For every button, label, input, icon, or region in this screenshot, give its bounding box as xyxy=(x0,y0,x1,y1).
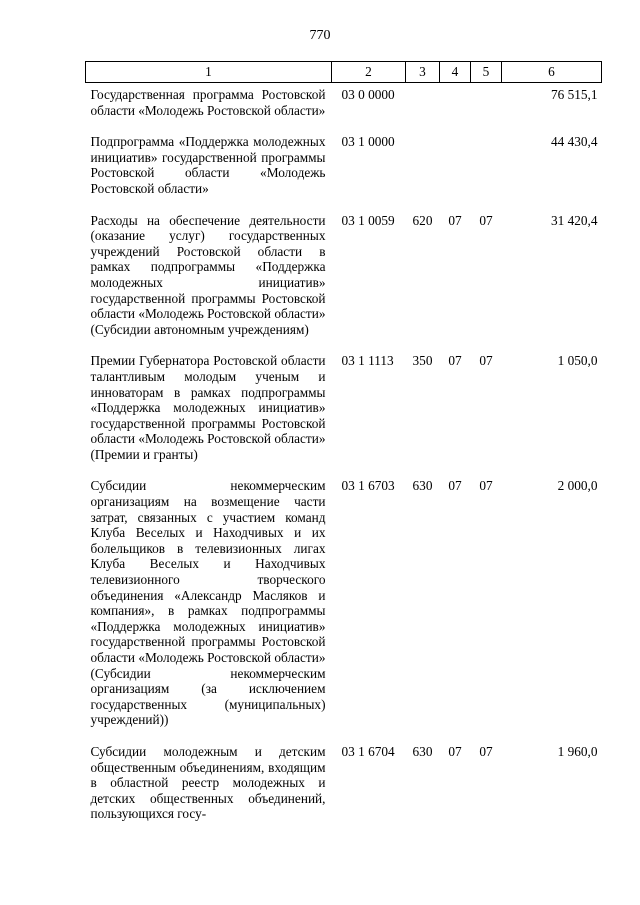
row-code: 03 1 6703 xyxy=(341,478,395,494)
row-amount: 76 515,1 xyxy=(550,87,598,102)
row-amount: 1 960,0 xyxy=(557,743,598,759)
row-description: Субсидии молодежным и детским общественным объединениям, входящим в областной реестр молодежных и детских общественных объединений, пользующихся госу- xyxy=(90,743,326,822)
row-amount: 31 420,4 xyxy=(550,212,598,228)
row-col4 xyxy=(440,83,471,131)
column-header-3: 3 xyxy=(406,62,440,83)
row-col5: 07 xyxy=(479,212,493,228)
row-code: 03 1 1113 xyxy=(341,353,394,369)
row-col3: 630 xyxy=(412,743,433,759)
header-row xyxy=(86,62,602,83)
row-code: 03 0 0000 xyxy=(341,87,395,102)
column-header-4: 4 xyxy=(440,62,471,83)
table-row xyxy=(86,349,602,474)
row-description: Премии Губернатора Ростовской области талантливым молодым ученым и инноваторам в рамках подпрограммы «Поддержка молодежных инициатив» государственной программы Ростовской области «Молодежь Ростовской области» (Премии и гранты) xyxy=(90,353,326,462)
row-col5: 07 xyxy=(479,353,493,369)
row-col4: 07 xyxy=(448,353,462,369)
row-col5: 07 xyxy=(479,478,493,494)
row-col3: 620 xyxy=(412,212,433,228)
row-col3 xyxy=(406,83,440,131)
table-row xyxy=(86,740,602,834)
row-col5 xyxy=(471,130,502,208)
table-row xyxy=(86,209,602,350)
page-number: 770 xyxy=(309,28,331,43)
table-row xyxy=(86,83,602,131)
column-header-1: 1 xyxy=(86,62,332,83)
budget-table xyxy=(85,61,602,834)
row-description: Государственная программа Ростовской области «Молодежь Ростовской области» xyxy=(90,87,326,118)
row-col5 xyxy=(471,83,502,131)
table-row xyxy=(86,474,602,740)
row-code: 03 1 0000 xyxy=(341,134,395,150)
table-row xyxy=(86,130,602,208)
row-description: Расходы на обеспечение деятельности (оказание услуг) государственных учреждений Ростовской области в рамках подпрограммы «Поддержка молодежных инициатив» государственной программы Ростовской области «Молодежь Ростовской области» (Субсидии автономным учреждениям) xyxy=(90,212,326,337)
row-col4 xyxy=(440,130,471,208)
column-header-5: 5 xyxy=(471,62,502,83)
row-code: 03 1 6704 xyxy=(341,743,395,759)
column-header-2: 2 xyxy=(332,62,406,83)
row-col5: 07 xyxy=(479,743,493,759)
row-amount: 2 000,0 xyxy=(557,478,598,494)
row-col4: 07 xyxy=(448,478,462,494)
row-col4: 07 xyxy=(448,743,462,759)
row-amount: 44 430,4 xyxy=(550,134,598,150)
row-col4: 07 xyxy=(448,212,462,228)
column-header-6: 6 xyxy=(502,62,602,83)
row-description: Подпрограмма «Поддержка молодежных инициатив» государственной программы Ростовской области «Молодежь Ростовской области» xyxy=(90,134,326,196)
row-description: Субсидии некоммерческим организациям на возмещение части затрат, связанных с участием команд Клуба Веселых и Находчивых и их болельщиков в телевизионных лигах Клуба Веселых и Находчивых телевизионного творческого объединения «Александр Масляков и компания», в рамках подпрограммы «Поддержка молодежных инициатив» государственной программы Ростовской области «Молодежь Ростовской области» (Субсидии некоммерческим организациям (за исключением государственных (муниципальных) учреждений)) xyxy=(90,478,326,728)
row-amount: 1 050,0 xyxy=(557,353,598,369)
row-col3: 630 xyxy=(412,478,433,494)
row-col3: 350 xyxy=(412,353,433,369)
row-col3 xyxy=(406,130,440,208)
row-code: 03 1 0059 xyxy=(341,212,395,228)
